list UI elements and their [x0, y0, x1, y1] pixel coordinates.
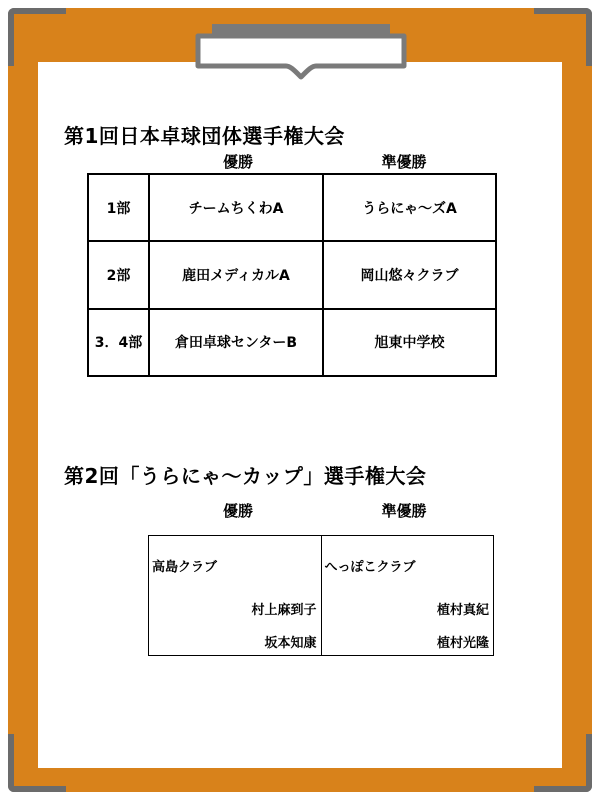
tournament2-results-box	[148, 535, 494, 656]
corner-guard-top-left	[8, 8, 66, 14]
division-cell: 1部	[88, 174, 149, 241]
tournament2-header-winner: 優勝	[222, 502, 253, 520]
winner-team-name: 高島クラブ	[152, 560, 218, 575]
winner-player: 坂本知康	[264, 636, 317, 651]
winner-player: 村上麻到子	[251, 603, 317, 618]
runner-up-player: 植村光隆	[436, 636, 489, 651]
corner-guard-bottom-right	[586, 734, 592, 792]
runner-up-cell: 旭東中学校	[323, 309, 496, 376]
corner-guard-top-right	[534, 8, 592, 14]
runner-up-team-name: へっぽこクラブ	[324, 560, 416, 575]
tournament1-header-winner: 優勝	[222, 153, 253, 171]
clipboard-clip-icon	[190, 18, 412, 98]
corner-guard-bottom-left	[8, 734, 14, 792]
tournament1-title: 第1回日本卓球団体選手権大会	[64, 124, 345, 148]
winner-cell: 倉田卓球センターB	[149, 309, 323, 376]
division-cell: 3．4部	[88, 309, 149, 376]
corner-guard-bottom-left	[8, 786, 66, 792]
table-row	[88, 309, 496, 376]
tournament2-runner-up-column	[321, 536, 494, 655]
winner-cell: チームちくわA	[149, 174, 323, 241]
tournament2-title: 第2回「うらにゃ～カップ」選手権大会	[64, 464, 427, 488]
tournament1-header-runner-up: 準優勝	[381, 153, 427, 171]
corner-guard-top-left	[8, 8, 14, 66]
corner-guard-bottom-right	[534, 786, 592, 792]
winner-cell: 鹿田メディカルA	[149, 241, 323, 308]
runner-up-cell: 岡山悠々クラブ	[323, 241, 496, 308]
table-row	[88, 241, 496, 308]
corner-guard-top-right	[586, 8, 592, 66]
division-cell: 2部	[88, 241, 149, 308]
runner-up-cell: うらにゃ～ズA	[323, 174, 496, 241]
table-row	[88, 174, 496, 241]
tournament1-results-table	[87, 173, 497, 377]
tournament2-header-runner-up: 準優勝	[381, 502, 427, 520]
tournament2-winner-column	[149, 536, 321, 655]
runner-up-player: 植村真紀	[436, 603, 489, 618]
